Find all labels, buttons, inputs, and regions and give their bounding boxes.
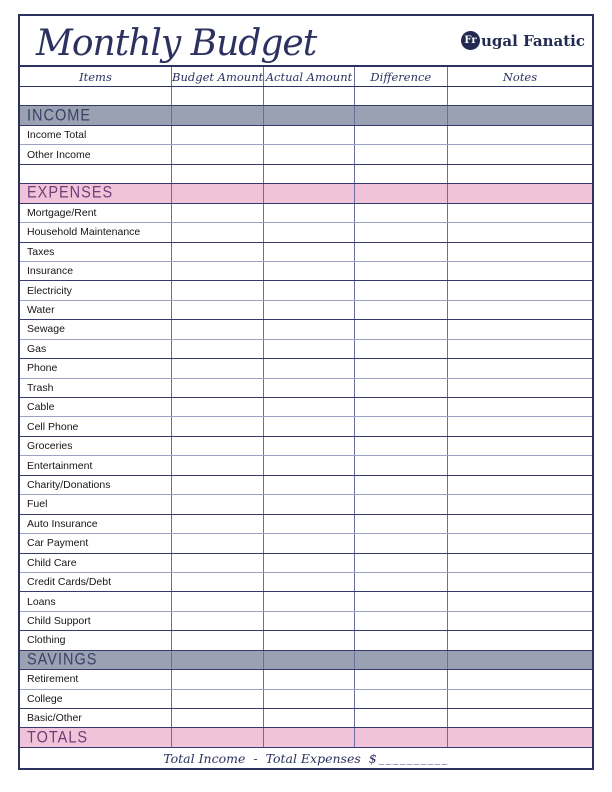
difference-cell [354,651,447,669]
row-label: College [27,692,63,705]
actual-amount-cell [263,340,353,358]
budget-amount-cell [171,106,263,124]
notes-cell [447,359,592,377]
items-cell [20,223,171,241]
row-label: Trash [27,381,54,394]
table-row [20,437,592,456]
row-label: Charity/Donations [27,478,111,491]
items-cell [20,437,171,455]
row-label: Cable [27,401,55,414]
difference-cell [354,612,447,630]
budget-amount-cell [171,709,263,727]
notes-cell [447,126,592,144]
column-header-difference: Difference [354,67,447,86]
actual-amount-cell [263,106,353,124]
difference-cell [354,690,447,708]
row-label: Gas [27,342,47,355]
notes-cell [447,417,592,435]
difference-cell [354,87,447,105]
budget-amount-cell [171,651,263,669]
table-row [20,223,592,242]
difference-cell [354,243,447,261]
actual-amount-cell [263,612,353,630]
budget-amount-cell [171,320,263,338]
items-cell [20,281,171,299]
budget-amount-cell [171,417,263,435]
difference-cell [354,534,447,552]
row-label: Water [27,304,55,317]
actual-amount-cell [263,417,353,435]
notes-cell [447,379,592,397]
row-label: Child Support [27,615,91,628]
notes-cell [447,398,592,416]
actual-amount-cell [263,456,353,474]
section-title: TOTALS [27,728,89,747]
section-row-income [20,106,592,125]
notes-cell [447,534,592,552]
difference-cell [354,340,447,358]
difference-cell [354,320,447,338]
budget-amount-cell [171,126,263,144]
section-row-totals [20,728,592,747]
actual-amount-cell [263,437,353,455]
difference-cell [354,184,447,202]
row-label: Groceries [27,440,73,453]
row-label: Household Maintenance [27,226,141,239]
items-cell [20,340,171,358]
actual-amount-cell [263,728,353,746]
table-row [20,340,592,359]
table-row [20,709,592,728]
budget-amount-cell [171,281,263,299]
items-cell [20,301,171,319]
notes-cell [447,476,592,494]
budget-amount-cell [171,573,263,591]
items-cell [20,534,171,552]
section-title: INCOME [27,106,91,125]
actual-amount-cell [263,165,353,183]
budget-amount-cell [171,612,263,630]
actual-amount-cell [263,631,353,649]
column-header-items: Items [79,69,112,84]
actual-amount-cell [263,204,353,222]
table-row [20,631,592,650]
actual-amount-cell [263,515,353,533]
actual-amount-cell [263,145,353,163]
difference-cell [354,145,447,163]
budget-amount-cell [171,340,263,358]
actual-amount-cell [263,476,353,494]
budget-amount-cell [171,87,263,105]
budget-amount-cell [171,398,263,416]
table-row [20,359,592,378]
total-expenses-label: Total Expenses [265,750,361,766]
column-header-actual-amount: Actual Amount [263,67,353,86]
items-cell [20,320,171,338]
difference-cell [354,281,447,299]
actual-amount-cell [263,379,353,397]
budget-amount-cell [171,554,263,572]
row-label: Credit Cards/Debt [27,576,112,589]
difference-cell [354,359,447,377]
notes-cell [447,612,592,630]
notes-cell [447,437,592,455]
column-header-row [20,67,592,87]
items-cell [20,554,171,572]
difference-cell [354,495,447,513]
budget-amount-cell [171,515,263,533]
section-title: SAVINGS [27,650,98,669]
table-row [20,515,592,534]
items-cell [20,631,171,649]
budget-amount-cell [171,223,263,241]
table-row [20,476,592,495]
budget-amount-cell [171,670,263,688]
actual-amount-cell [263,281,353,299]
items-cell [20,359,171,377]
items-cell [20,398,171,416]
actual-amount-cell [263,651,353,669]
items-cell [20,709,171,727]
table-row [20,126,592,145]
row-label: Mortgage/Rent [27,206,97,219]
notes-cell [447,301,592,319]
page-title: Monthly Budget [36,22,317,64]
difference-cell [354,631,447,649]
notes-cell [447,515,592,533]
table-row [20,495,592,514]
row-label: Auto Insurance [27,517,98,530]
items-cell [20,165,171,183]
budget-amount-cell [171,184,263,202]
table-row [20,417,592,436]
column-header-budget-amount: Budget Amount [171,67,263,86]
budget-amount-cell [171,145,263,163]
table-row [20,690,592,709]
table-row [20,670,592,689]
brand-name: ugal Fanatic [481,31,585,50]
items-cell [20,651,171,669]
actual-amount-cell [263,670,353,688]
items-cell [20,145,171,163]
title-band [20,16,592,67]
budget-amount-cell [171,728,263,746]
difference-cell [354,728,447,746]
notes-cell [447,243,592,261]
budget-amount-cell [171,456,263,474]
row-label: Entertainment [27,459,93,472]
actual-amount-cell [263,573,353,591]
difference-cell [354,165,447,183]
budget-amount-cell [171,165,263,183]
table-row [20,534,592,553]
difference-cell [354,301,447,319]
row-label: Income Total [27,129,87,142]
table-row [20,592,592,611]
minus-sign: - [253,750,258,766]
column-header-notes: Notes [447,67,592,86]
row-label: Fuel [27,498,48,511]
row-label: Cell Phone [27,420,79,433]
notes-cell [447,281,592,299]
budget-amount-cell [171,359,263,377]
notes-cell [447,106,592,124]
difference-cell [354,476,447,494]
notes-cell [447,573,592,591]
items-cell [20,728,171,746]
items-cell [20,87,171,105]
row-label: Clothing [27,634,66,647]
items-cell [20,262,171,280]
actual-amount-cell [263,320,353,338]
budget-amount-cell [171,476,263,494]
table-row [20,554,592,573]
budget-amount-cell [171,301,263,319]
notes-cell [447,184,592,202]
notes-cell [447,592,592,610]
items-cell [20,184,171,202]
items-cell [20,204,171,222]
difference-cell [354,437,447,455]
notes-cell [447,709,592,727]
budget-amount-cell [171,534,263,552]
actual-amount-cell [263,709,353,727]
blank-row [20,165,592,184]
actual-amount-cell [263,690,353,708]
notes-cell [447,340,592,358]
items-cell [20,243,171,261]
budget-amount-cell [171,631,263,649]
difference-cell [354,223,447,241]
difference-cell [354,554,447,572]
notes-cell [447,495,592,513]
row-label: Sewage [27,323,65,336]
brand-circle-icon: Fr [461,31,480,50]
notes-cell [447,262,592,280]
row-label: Loans [27,595,56,608]
actual-amount-cell [263,495,353,513]
actual-amount-cell [263,184,353,202]
items-cell [20,612,171,630]
difference-cell [354,456,447,474]
items-cell [20,592,171,610]
row-label: Electricity [27,284,72,297]
notes-cell [447,670,592,688]
notes-cell [447,554,592,572]
notes-cell [447,165,592,183]
actual-amount-cell [263,262,353,280]
table-row [20,243,592,262]
row-label: Other Income [27,148,91,161]
difference-cell [354,709,447,727]
items-cell [20,670,171,688]
notes-cell [447,145,592,163]
total-formula-row [20,748,592,768]
items-cell [20,456,171,474]
budget-amount-cell [171,379,263,397]
row-label: Insurance [27,265,74,278]
items-cell [20,573,171,591]
notes-cell [447,223,592,241]
notes-cell [447,651,592,669]
actual-amount-cell [263,223,353,241]
notes-cell [447,631,592,649]
actual-amount-cell [263,592,353,610]
items-cell [20,690,171,708]
table-row [20,379,592,398]
items-cell [20,515,171,533]
table-row [20,301,592,320]
table-body [20,87,592,748]
budget-amount-cell [171,243,263,261]
actual-amount-cell [263,554,353,572]
items-cell [20,379,171,397]
difference-cell [354,398,447,416]
table-row [20,145,592,164]
table-row [20,573,592,592]
items-cell [20,106,171,124]
section-row-savings [20,651,592,670]
items-cell [20,495,171,513]
row-label: Child Care [27,556,77,569]
actual-amount-cell [263,359,353,377]
actual-amount-cell [263,534,353,552]
table-row [20,320,592,339]
budget-amount-cell [171,495,263,513]
currency-symbol: $ [368,750,377,766]
section-title: EXPENSES [27,184,114,203]
row-label: Phone [27,362,58,375]
table-row [20,612,592,631]
difference-cell [354,417,447,435]
brand-logo [461,31,585,50]
budget-amount-cell [171,690,263,708]
notes-cell [447,320,592,338]
difference-cell [354,106,447,124]
notes-cell [447,728,592,746]
row-label: Retirement [27,673,79,686]
notes-cell [447,87,592,105]
table-row [20,398,592,417]
table-row [20,456,592,475]
budget-amount-cell [171,204,263,222]
difference-cell [354,204,447,222]
items-cell [20,126,171,144]
difference-cell [354,262,447,280]
notes-cell [447,204,592,222]
row-label: Basic/Other [27,712,82,725]
table-row [20,281,592,300]
blank-row [20,87,592,106]
worksheet-border-frame [18,14,594,770]
items-cell [20,476,171,494]
difference-cell [354,670,447,688]
section-row-expenses [20,184,592,203]
difference-cell [354,592,447,610]
budget-amount-cell [171,592,263,610]
table-row [20,204,592,223]
table-row [20,262,592,281]
actual-amount-cell [263,126,353,144]
notes-cell [447,690,592,708]
row-label: Taxes [27,245,55,258]
actual-amount-cell [263,87,353,105]
budget-amount-cell [171,262,263,280]
blank-amount-line: __________ [378,751,449,765]
difference-cell [354,573,447,591]
items-cell [20,417,171,435]
budget-amount-cell [171,437,263,455]
difference-cell [354,515,447,533]
difference-cell [354,379,447,397]
notes-cell [447,456,592,474]
total-income-label: Total Income [163,750,246,766]
actual-amount-cell [263,301,353,319]
row-label: Car Payment [27,537,89,550]
difference-cell [354,126,447,144]
actual-amount-cell [263,398,353,416]
actual-amount-cell [263,243,353,261]
